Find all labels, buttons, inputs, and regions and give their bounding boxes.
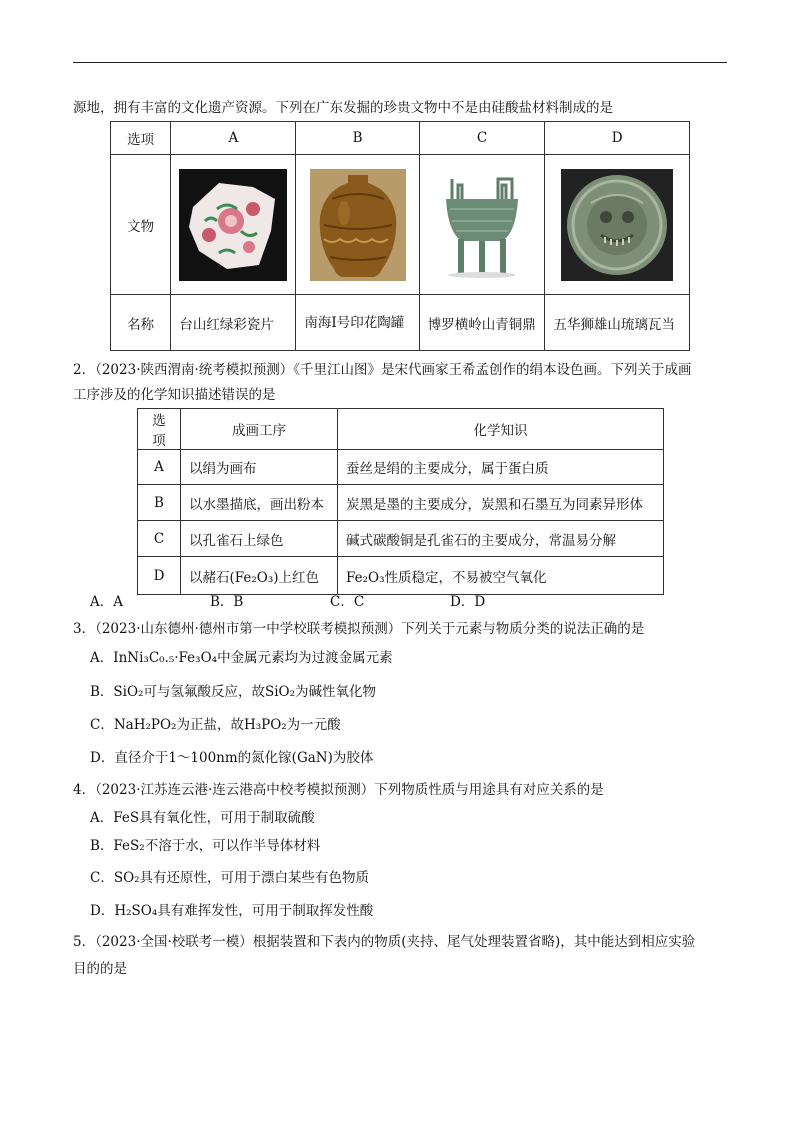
q3-stem: 3．（2023·山东德州·德州市第一中学校联考模拟预测）下列关于元素与物质分类的说法正确的是 — [73, 621, 645, 637]
q2-row-c-process: 以孔雀石上绿色 — [181, 521, 338, 557]
q2-choice-b[interactable]: B．B — [210, 594, 244, 610]
q2-row-c-knowledge: 碱式碳酸铜是孔雀石的主要成分，常温易分解 — [338, 521, 664, 557]
q2-row-a-knowledge: 蚕丝是绢的主要成分，属于蛋白质 — [338, 450, 664, 485]
glazed-tile-icon — [561, 169, 673, 281]
q2-header-process: 成画工序 — [181, 409, 338, 450]
header-rule — [73, 62, 727, 63]
q2-row-a-option: A — [138, 450, 181, 485]
q2-header-knowledge: 化学知识 — [338, 409, 664, 450]
q1-relic-d-cell — [545, 155, 690, 295]
q1-name-c: 博罗横岭山青铜鼎 — [419, 295, 545, 351]
q2-row-b-option: B — [138, 485, 181, 521]
q2-choices — [90, 590, 570, 610]
q2-row-d-option: D — [138, 557, 181, 595]
q1-intro: 源地，拥有丰富的文化遗产资源。下列在广东发掘的珍贵文物中不是由硅酸盐材料制成的是 — [73, 100, 613, 116]
q2-stem-line1: 2．（2023·陕西渭南·统考模拟预测）《千里江山图》是宋代画家王希孟创作的绢本设色画。下列关于成画 — [73, 362, 692, 378]
q1-relics-table — [110, 121, 690, 351]
q2-stem-line2: 工序涉及的化学知识描述错误的是 — [73, 387, 276, 403]
q2-row-c-option: C — [138, 521, 181, 557]
q2-choice-a[interactable]: A．A — [90, 594, 123, 610]
q1-relic-a-cell — [171, 155, 296, 295]
q2-choice-c[interactable]: C．C — [330, 594, 365, 610]
q2-choice-d[interactable]: D．D — [450, 594, 486, 610]
q1-name-b: 南海Ⅰ号印花陶罐 — [296, 295, 419, 351]
q2-row-d-process: 以赭石(Fe₂O₃)上红色 — [181, 557, 338, 595]
q1-relic-c-cell — [419, 155, 545, 295]
bronze-ding-icon — [432, 169, 532, 281]
q2-row-b-process: 以水墨描底，画出粉本 — [181, 485, 338, 521]
q1-header-c: C — [419, 122, 545, 155]
pottery-jar-icon — [310, 169, 406, 281]
porcelain-shard-icon — [179, 169, 287, 281]
q2-painting-table — [137, 408, 664, 595]
q3-option-a[interactable]: A．InNi₃C₀.₅·Fe₃O₄中金属元素均为过渡金属元素 — [90, 650, 393, 666]
q5-stem-line2: 目的的是 — [73, 961, 127, 977]
q1-header-b: B — [296, 122, 419, 155]
q1-header-a: A — [171, 122, 296, 155]
q1-row-relic-label: 文物 — [111, 155, 171, 295]
q4-option-d[interactable]: D．H₂SO₄具有难挥发性，可用于制取挥发性酸 — [90, 903, 374, 919]
q1-row-name-label: 名称 — [111, 295, 171, 351]
q4-stem: 4．（2023·江苏连云港·连云港高中校考模拟预测）下列物质性质与用途具有对应关系的是 — [73, 782, 604, 798]
q5-stem-line1: 5．（2023·全国·校联考一模）根据装置和下表内的物质(夹持、尾气处理装置省略)，其中能达到相应实验 — [73, 934, 696, 950]
q1-name-d: 五华狮雄山琉璃瓦当 — [545, 295, 690, 351]
q2-header-option: 选项 — [138, 409, 181, 450]
q3-option-b[interactable]: B．SiO₂可与氢氟酸反应，故SiO₂为碱性氧化物 — [90, 684, 377, 700]
q2-row-d-knowledge: Fe₂O₃性质稳定，不易被空气氧化 — [338, 557, 664, 595]
q4-option-b[interactable]: B．FeS₂不溶于水，可以作半导体材料 — [90, 838, 321, 854]
q1-header-d: D — [545, 122, 690, 155]
q1-relic-b-cell — [296, 155, 419, 295]
q1-name-a: 台山红绿彩瓷片 — [171, 295, 296, 351]
q1-header-option: 选项 — [111, 122, 171, 155]
q2-row-a-process: 以绢为画布 — [181, 450, 338, 485]
q3-option-c[interactable]: C．NaH₂PO₂为正盐，故H₃PO₂为一元酸 — [90, 717, 341, 733]
q4-option-a[interactable]: A．FeS具有氧化性，可用于制取硫酸 — [90, 810, 315, 826]
q3-option-d[interactable]: D．直径介于1～100nm的氮化镓(GaN)为胶体 — [90, 750, 374, 766]
q4-option-c[interactable]: C．SO₂具有还原性，可用于漂白某些有色物质 — [90, 870, 370, 886]
q2-row-b-knowledge: 炭黑是墨的主要成分，炭黑和石墨互为同素异形体 — [338, 485, 664, 521]
